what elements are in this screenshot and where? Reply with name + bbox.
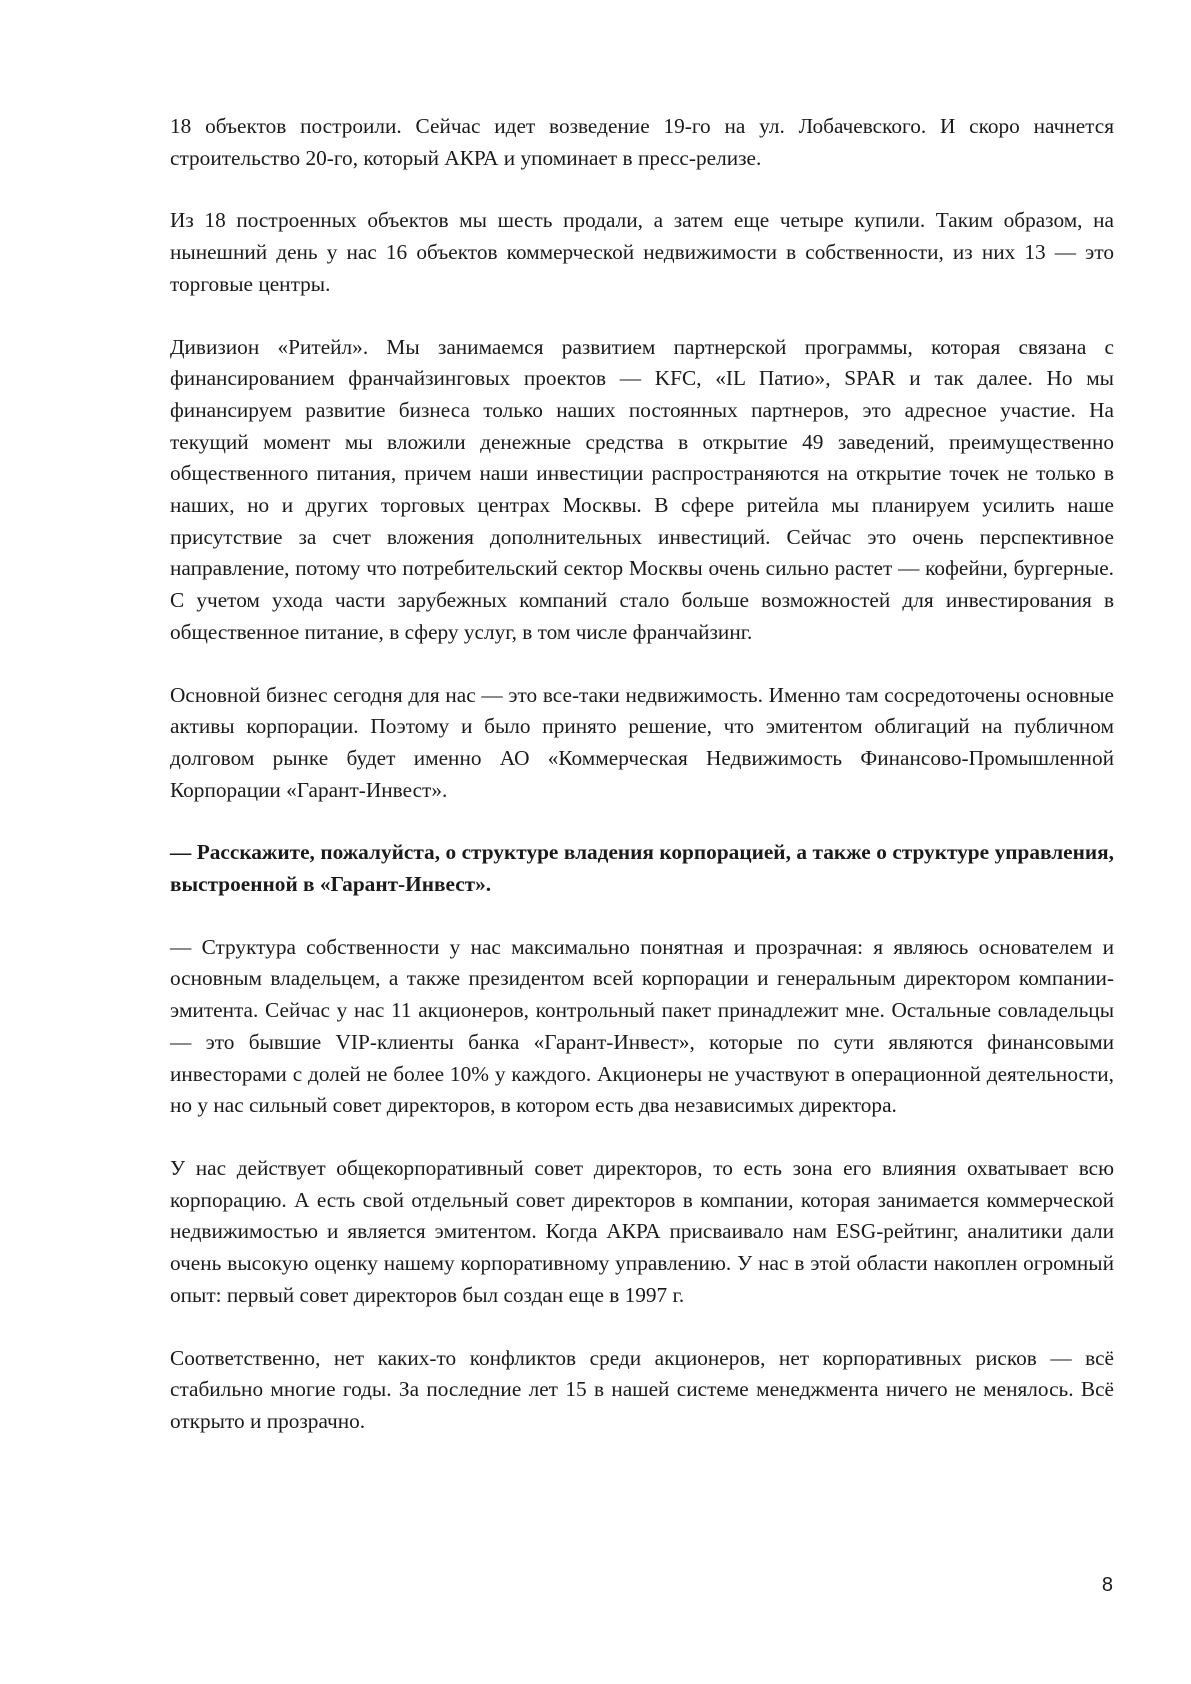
paragraph-8: Соответственно, нет каких-то конфликтов среди акционеров, нет корпоративных рисков — всё стабильно многие годы. За последние лет 15 в нашей системе менеджмента ничего не менялось. Всё открыто и прозрачно. (170, 1345, 1114, 1433)
page-number: 8 (1101, 1574, 1113, 1596)
paragraph-6: — Структура собственности у нас максимально понятная и прозрачная: я являюсь основателем и основным владельцем, а также президентом всей корпорации и генеральным директором компании-эмитента. Сейчас у нас 11 акционеров, контрольный пакет принадлежит мне. Остальные совладельцы — это бывшие VIP-клиенты банка «Гарант-Инвест», которые по сути являются финансовыми инвесторами с долей не более 10% у каждого. Акционеры не участвуют в операционной деятельности, но у нас сильный совет директоров, в котором есть два независимых директора. (170, 934, 1114, 1118)
interview-question: — Расскажите, пожалуйста, о структуре владения корпорацией, а также о структуре управления, выстроенной в «Гарант-Инвест». (170, 840, 1114, 897)
paragraph-4: Основной бизнес сегодня для нас — это все-таки недвижимость. Именно там сосредоточены основные активы корпорации. Поэтому и было принято решение, что эмитентом облигаций на публичном долговом рынке будет именно АО «Коммерческая Недвижимость Финансово-Промышленной Корпорации «Гарант-Инвест». (170, 682, 1114, 802)
document-body (170, 111, 1114, 1469)
paragraph-2: Из 18 построенных объектов мы шесть продали, а затем еще четыре купили. Таким образом, на нынешний день у нас 16 объектов коммерческой недвижимости в собственности, из них 13 — это торговые центры. (170, 208, 1114, 296)
paragraph-3: Дивизион «Ритейл». Мы занимаемся развитием партнерской программы, которая связана с финансированием франчайзинговых проектов — KFC, «IL Патио», SPAR и так далее. Но мы финансируем развитие бизнеса только наших постоянных партнеров, это адресное участие. На текущий момент мы вложили денежные средства в открытие 49 заведений, преимущественно общественного питания, причем наши инвестиции распространяются на открытие точек не только в наших, но и других торговых центрах Москвы. В сфере ритейла мы планируем усилить наше присутствие за счет вложения дополнительных инвестиций. Сейчас это очень перспективное направление, потому что потребительский сектор Москвы очень сильно растет — кофейни, бургерные. С учетом ухода части зарубежных компаний стало больше возможностей для инвестирования в общественное питание, в сферу услуг, в том числе франчайзинг. (170, 334, 1114, 644)
paragraph-7: У нас действует общекорпоративный совет директоров, то есть зона его влияния охватывает всю корпорацию. А есть свой отдельный совет директоров в компании, которая занимается коммерческой недвижимостью и является эмитентом. Когда АКРА присваивало нам ESG-рейтинг, аналитики дали очень высокую оценку нашему корпоративному управлению. У нас в этой области накоплен огромный опыт: первый совет директоров был создан еще в 1997 г. (170, 1155, 1114, 1307)
paragraph-1: 18 объектов построили. Сейчас идет возведение 19-го на ул. Лобачевского. И скоро начнется строительство 20-го, который АКРА и упоминает в пресс-релизе. (170, 114, 1114, 170)
